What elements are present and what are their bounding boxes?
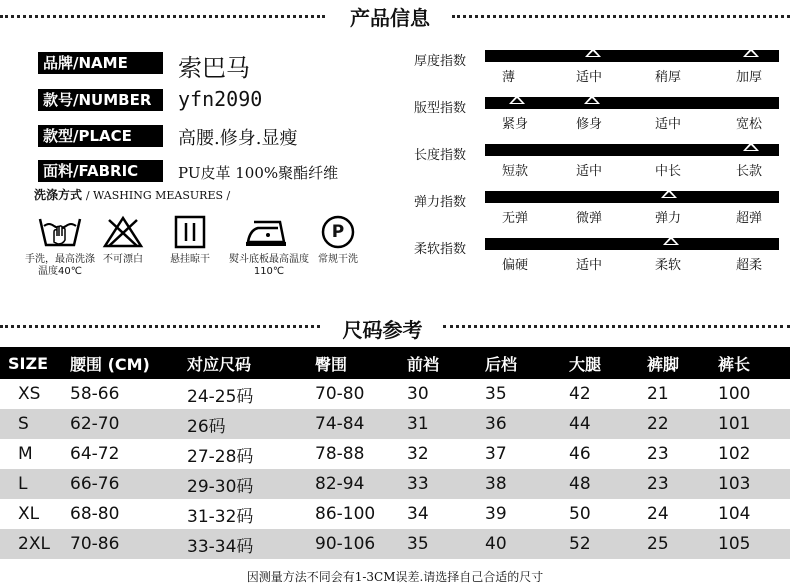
index-tick-label: 短款 xyxy=(502,164,529,179)
table-cell: 24 xyxy=(647,504,669,524)
table-cell: 35 xyxy=(399,529,477,559)
header-dotted-rule-left xyxy=(0,15,325,18)
table-cell: 31-32码 xyxy=(187,506,254,527)
index-tick-label: 紧身 xyxy=(502,117,529,132)
care-dry-clean-caption: 常规干洗 xyxy=(318,254,358,265)
index-label: 长度指数 xyxy=(414,148,467,163)
table-cell: 46 xyxy=(569,444,591,464)
index-marker-inner xyxy=(666,239,676,244)
table-row xyxy=(0,439,790,469)
measurement-footnote: 因测量方法不同会有1-3CM误差.请选择自己合适的尺寸 xyxy=(246,570,544,584)
table-cell: M xyxy=(18,444,33,464)
size-table-header-cell: 前裆 xyxy=(399,347,477,379)
index-marker-inner xyxy=(587,98,597,103)
index-tick-label: 微弹 xyxy=(576,211,603,226)
table-cell: 37 xyxy=(485,444,507,464)
table-cell: 104 xyxy=(718,504,751,524)
table-cell: 70-80 xyxy=(315,384,365,404)
size-table xyxy=(0,347,790,559)
table-cell: 64-72 xyxy=(70,444,120,464)
hang-dry-icon xyxy=(170,214,210,250)
table-cell: S xyxy=(0,409,62,439)
table-cell: 58-66 xyxy=(70,384,120,404)
table-cell: 25 xyxy=(639,529,710,559)
index-tick-label: 超柔 xyxy=(736,258,763,273)
size-table-header-cell: 裤脚 xyxy=(639,347,710,379)
care-hang-dry-caption: 悬挂晾干 xyxy=(170,254,210,265)
name-value: 索巴马 xyxy=(178,54,250,82)
table-cell: 39 xyxy=(485,504,507,524)
table-cell: 40 xyxy=(477,529,561,559)
index-bar xyxy=(485,50,779,62)
washing-title-en: / WASHING MEASURES / xyxy=(85,189,231,202)
index-tick-label: 弹力 xyxy=(655,211,682,226)
index-marker-inner xyxy=(746,51,756,56)
size-reference-title: 尺码参考 xyxy=(342,318,423,342)
table-row xyxy=(0,469,790,499)
index-tick-label: 宽松 xyxy=(736,117,763,132)
table-cell: 74-84 xyxy=(307,409,399,439)
table-cell: 101 xyxy=(710,409,790,439)
table-cell: 62-70 xyxy=(62,409,179,439)
table-cell: 32 xyxy=(407,444,429,464)
table-cell: 82-94 xyxy=(307,469,399,499)
table-row xyxy=(0,499,790,529)
index-tick-label: 柔软 xyxy=(655,258,682,273)
fabric-value: PU皮革 100%聚酯纤维 xyxy=(178,164,339,182)
size-table-header-row xyxy=(0,347,790,379)
table-cell: 23 xyxy=(639,469,710,499)
size-reference-header xyxy=(0,312,790,340)
table-cell: 31 xyxy=(399,409,477,439)
table-row xyxy=(0,529,790,559)
table-cell: 78-88 xyxy=(315,444,365,464)
index-tick-label: 稍厚 xyxy=(655,70,682,85)
number-value: yfn2090 xyxy=(178,87,263,111)
table-cell: 70-86 xyxy=(62,529,179,559)
table-cell: 103 xyxy=(710,469,790,499)
product-info-header xyxy=(0,0,790,30)
index-label: 弹力指数 xyxy=(414,195,467,210)
index-tick-label: 适中 xyxy=(655,117,682,132)
care-no-bleach-caption: 不可漂白 xyxy=(103,254,143,265)
iron-icon xyxy=(244,214,294,250)
index-marker-inner xyxy=(664,192,674,197)
table-cell: 26码 xyxy=(179,409,307,439)
index-tick-label: 超弹 xyxy=(736,211,763,226)
care-no-bleach xyxy=(88,214,158,266)
table-cell: 102 xyxy=(718,444,751,464)
index-tick-label: 适中 xyxy=(576,70,603,85)
hand-wash-icon xyxy=(37,214,83,250)
table-cell: 100 xyxy=(718,384,751,404)
index-tick-label: 适中 xyxy=(576,258,603,273)
table-cell: 105 xyxy=(710,529,790,559)
size-table-header-cell: 腰围 (CM) xyxy=(62,347,179,379)
table-cell: 90-106 xyxy=(307,529,399,559)
index-label: 柔软指数 xyxy=(414,242,467,257)
table-cell: 24-25码 xyxy=(187,386,254,407)
dry-clean-symbol: P xyxy=(331,222,345,242)
care-iron xyxy=(225,214,313,278)
size-table-header-cell: 后档 xyxy=(477,347,561,379)
washing-title-zh: 洗涤方式 xyxy=(34,188,83,202)
table-cell: 2XL xyxy=(0,529,62,559)
place-label: 款型/PLACE xyxy=(38,125,163,147)
size-table-header-cell: 对应尺码 xyxy=(179,347,307,379)
table-cell: 48 xyxy=(561,469,639,499)
index-tick-label: 修身 xyxy=(576,117,603,132)
table-cell: XS xyxy=(18,384,41,404)
care-hand-wash-caption: 手洗，最高洗涤温度40℃ xyxy=(25,254,95,277)
table-cell: 66-76 xyxy=(62,469,179,499)
table-cell: 23 xyxy=(647,444,669,464)
table-cell: 42 xyxy=(569,384,591,404)
table-cell: 86-100 xyxy=(315,504,376,524)
index-tick-label: 中长 xyxy=(655,164,682,179)
table-cell: 36 xyxy=(477,409,561,439)
table-cell: 34 xyxy=(407,504,429,524)
index-tick-label: 偏硬 xyxy=(502,258,529,273)
index-label: 版型指数 xyxy=(414,101,467,116)
index-bar xyxy=(485,238,779,250)
table-cell: 52 xyxy=(561,529,639,559)
size-dotted-rule-right xyxy=(443,325,790,328)
size-dotted-rule-left xyxy=(0,325,320,328)
table-cell: 44 xyxy=(561,409,639,439)
table-cell: 33 xyxy=(399,469,477,499)
product-info-title: 产品信息 xyxy=(350,6,430,30)
care-dry-clean xyxy=(303,214,373,266)
care-iron-caption: 熨斗底板最高温度110℃ xyxy=(229,254,309,277)
index-bar xyxy=(485,97,779,109)
index-marker-inner xyxy=(588,51,598,56)
place-value: 高腰.修身.显瘦 xyxy=(178,128,298,149)
size-table-header-cell: 臀围 xyxy=(307,347,399,379)
size-table-header-cell: SIZE xyxy=(0,347,62,379)
table-cell: 38 xyxy=(477,469,561,499)
table-cell: 22 xyxy=(639,409,710,439)
index-tick-label: 加厚 xyxy=(736,70,763,85)
index-tick-label: 薄 xyxy=(502,70,516,85)
washing-measures-title xyxy=(34,186,230,203)
index-marker-inner xyxy=(746,145,756,150)
no-bleach-icon xyxy=(101,214,145,250)
header-dotted-rule-right xyxy=(452,15,790,18)
size-table-header-cell: 大腿 xyxy=(561,347,639,379)
care-hand-wash xyxy=(25,214,95,278)
index-tick-label: 无弹 xyxy=(502,211,529,226)
table-cell: 27-28码 xyxy=(187,446,254,467)
index-tick-label: 适中 xyxy=(576,164,603,179)
table-row xyxy=(0,409,790,439)
table-row xyxy=(0,379,790,409)
index-tick-label: 长款 xyxy=(736,164,763,179)
table-cell: 30 xyxy=(407,384,429,404)
table-cell: 33-34码 xyxy=(179,529,307,559)
table-cell: L xyxy=(0,469,62,499)
number-label: 款号/NUMBER xyxy=(38,89,163,111)
size-table-header-cell: 裤长 xyxy=(710,347,790,379)
index-bar xyxy=(485,191,779,203)
index-label: 厚度指数 xyxy=(414,54,467,69)
table-cell: 50 xyxy=(569,504,591,524)
care-hang-dry xyxy=(155,214,225,266)
table-cell: 68-80 xyxy=(70,504,120,524)
table-cell: 35 xyxy=(485,384,507,404)
index-marker-inner xyxy=(512,98,522,103)
table-cell: 29-30码 xyxy=(179,469,307,499)
table-cell: XL xyxy=(18,504,40,524)
index-bar xyxy=(485,144,779,156)
table-cell: 21 xyxy=(647,384,669,404)
name-label: 品牌/NAME xyxy=(38,52,163,74)
fabric-label: 面料/FABRIC xyxy=(38,160,163,182)
